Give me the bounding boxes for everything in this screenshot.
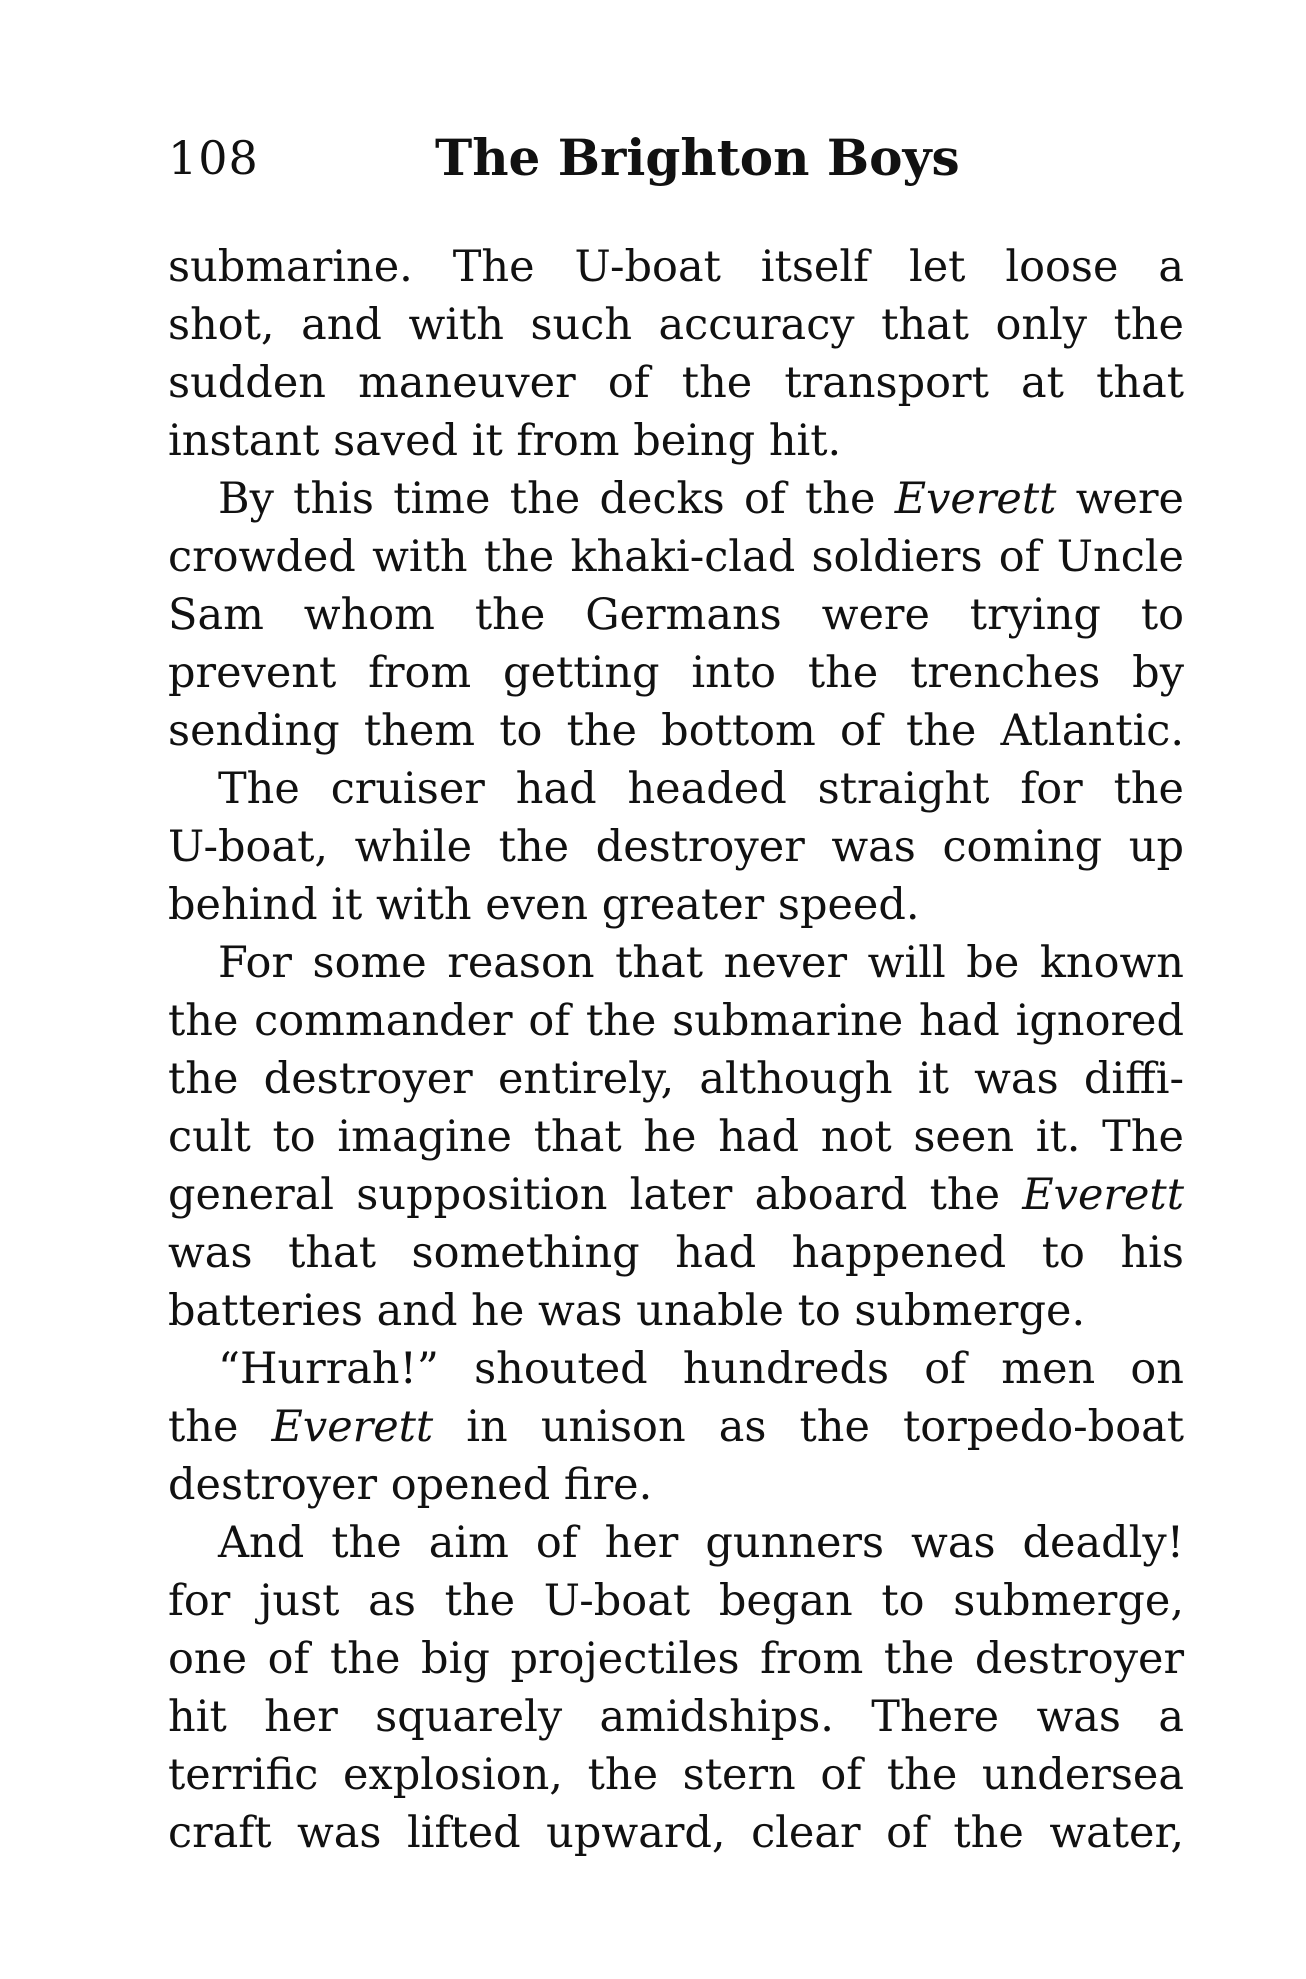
text-line: prevent from getting into the trenches by bbox=[168, 648, 1184, 698]
text-segment: By this time the decks of the bbox=[218, 474, 895, 524]
text-line: the commander of the submarine had ignored bbox=[168, 996, 1184, 1046]
text-line: terrific explosion, the stern of the undersea bbox=[168, 1750, 1184, 1800]
text-line: sending them to the bottom of the Atlantic. bbox=[168, 706, 1184, 756]
text-line: And the aim of her gunners was deadly! bbox=[218, 1518, 1184, 1568]
ship-name: Everett bbox=[1022, 1170, 1184, 1220]
text-line: shot, and with such accuracy that only the bbox=[168, 300, 1184, 350]
text-line: The cruiser had headed straight for the bbox=[218, 764, 1184, 814]
text-line: sudden maneuver of the transport at that bbox=[168, 358, 1184, 408]
text-line: behind it with even greater speed. bbox=[168, 880, 920, 930]
text-line: cult to imagine that he had not seen it. The bbox=[168, 1112, 1184, 1162]
text-line bbox=[168, 470, 1184, 528]
text-line: craft was lifted upward, clear of the water, bbox=[168, 1808, 1184, 1858]
text-line: one of the big projectiles from the destroyer bbox=[168, 1634, 1184, 1684]
text-line: instant saved it from being hit. bbox=[168, 416, 842, 466]
text-line: submarine. The U-boat itself let loose a bbox=[168, 242, 1184, 292]
text-line: “Hurrah!” shouted hundreds of men on bbox=[218, 1344, 1184, 1394]
text-line bbox=[168, 1398, 1184, 1456]
page-header bbox=[0, 128, 1306, 198]
ship-name: Everett bbox=[271, 1402, 434, 1452]
text-line: Sam whom the Germans were trying to bbox=[168, 590, 1184, 640]
text-line: U-boat, while the destroyer was coming up bbox=[168, 822, 1184, 872]
text-line: For some reason that never will be known bbox=[218, 938, 1184, 988]
text-segment: the bbox=[168, 1402, 272, 1452]
text-line: for just as the U-boat began to submerge, bbox=[168, 1576, 1184, 1626]
text-segment: were bbox=[1056, 474, 1184, 524]
running-title: The Brighton Boys bbox=[435, 128, 960, 187]
text-line: the destroyer entirely, although it was diffi- bbox=[168, 1054, 1184, 1104]
text-line: batteries and he was unable to submerge. bbox=[168, 1286, 1086, 1336]
ship-name: Everett bbox=[894, 474, 1057, 524]
text-line: crowded with the khaki-clad soldiers of Uncle bbox=[168, 532, 1184, 582]
body-text bbox=[168, 238, 1184, 1862]
text-line bbox=[168, 1166, 1184, 1224]
text-segment: in unison as the torpedo-boat bbox=[433, 1402, 1184, 1452]
text-line: was that something had happened to his bbox=[168, 1228, 1184, 1278]
text-line: hit her squarely amidships. There was a bbox=[168, 1692, 1184, 1742]
text-segment: general supposition later aboard the bbox=[168, 1170, 1023, 1220]
page-number: 108 bbox=[168, 131, 259, 185]
text-line: destroyer opened fire. bbox=[168, 1460, 653, 1510]
